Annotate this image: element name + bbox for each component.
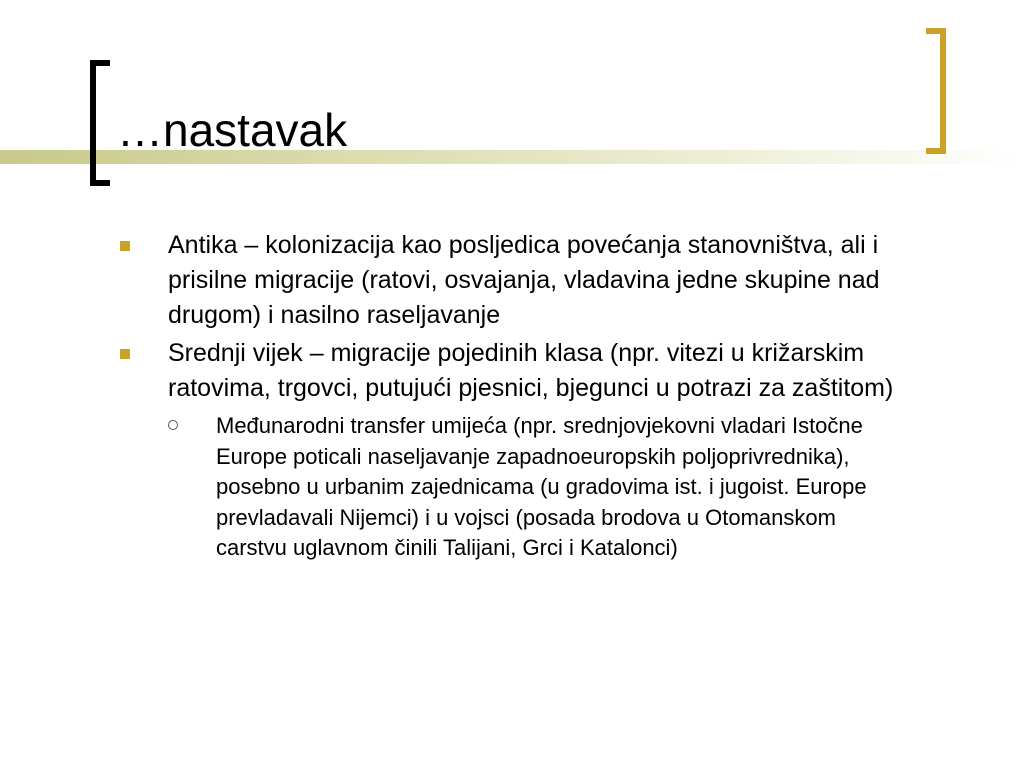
bullet-text: Antika – kolonizacija kao posljedica povećanja stanovništva, ali i prisilne migracije (ratovi, osvajanja, vladavina jedne skupine nad drugom) i nasilno raseljavanje bbox=[168, 231, 880, 329]
bullet-item bbox=[118, 228, 958, 333]
bullet-text: Srednji vijek – migracije pojedinih klasa (npr. vitezi u križarskim ratovima, trgovci, putujući pjesnici, bjegunci u potrazi za zaštitom) bbox=[168, 339, 894, 402]
slide-title: …nastavak bbox=[117, 104, 348, 156]
square-bullet-icon bbox=[120, 349, 130, 359]
slide-content bbox=[118, 228, 958, 564]
square-bullet-icon bbox=[120, 241, 130, 251]
sub-bullet-text: Međunarodni transfer umijeća (npr. srednjovjekovni vladari Istočne Europe poticali naseljavanje zapadnoeuropskih poljoprivrednika), posebno u urbanim zajednicama (u gradovima ist. i jugoist. Europe prevladavali Nijemci) i u vojsci (posada brodova u Otomanskom carstvu uglavnom činili Talijani, Grci i Katalonci) bbox=[216, 413, 867, 560]
right-bracket-decoration bbox=[926, 28, 946, 154]
left-bracket-decoration bbox=[90, 60, 110, 186]
bullet-item bbox=[118, 336, 958, 406]
sub-bullet-item bbox=[166, 411, 906, 564]
circle-bullet-icon bbox=[168, 420, 178, 430]
